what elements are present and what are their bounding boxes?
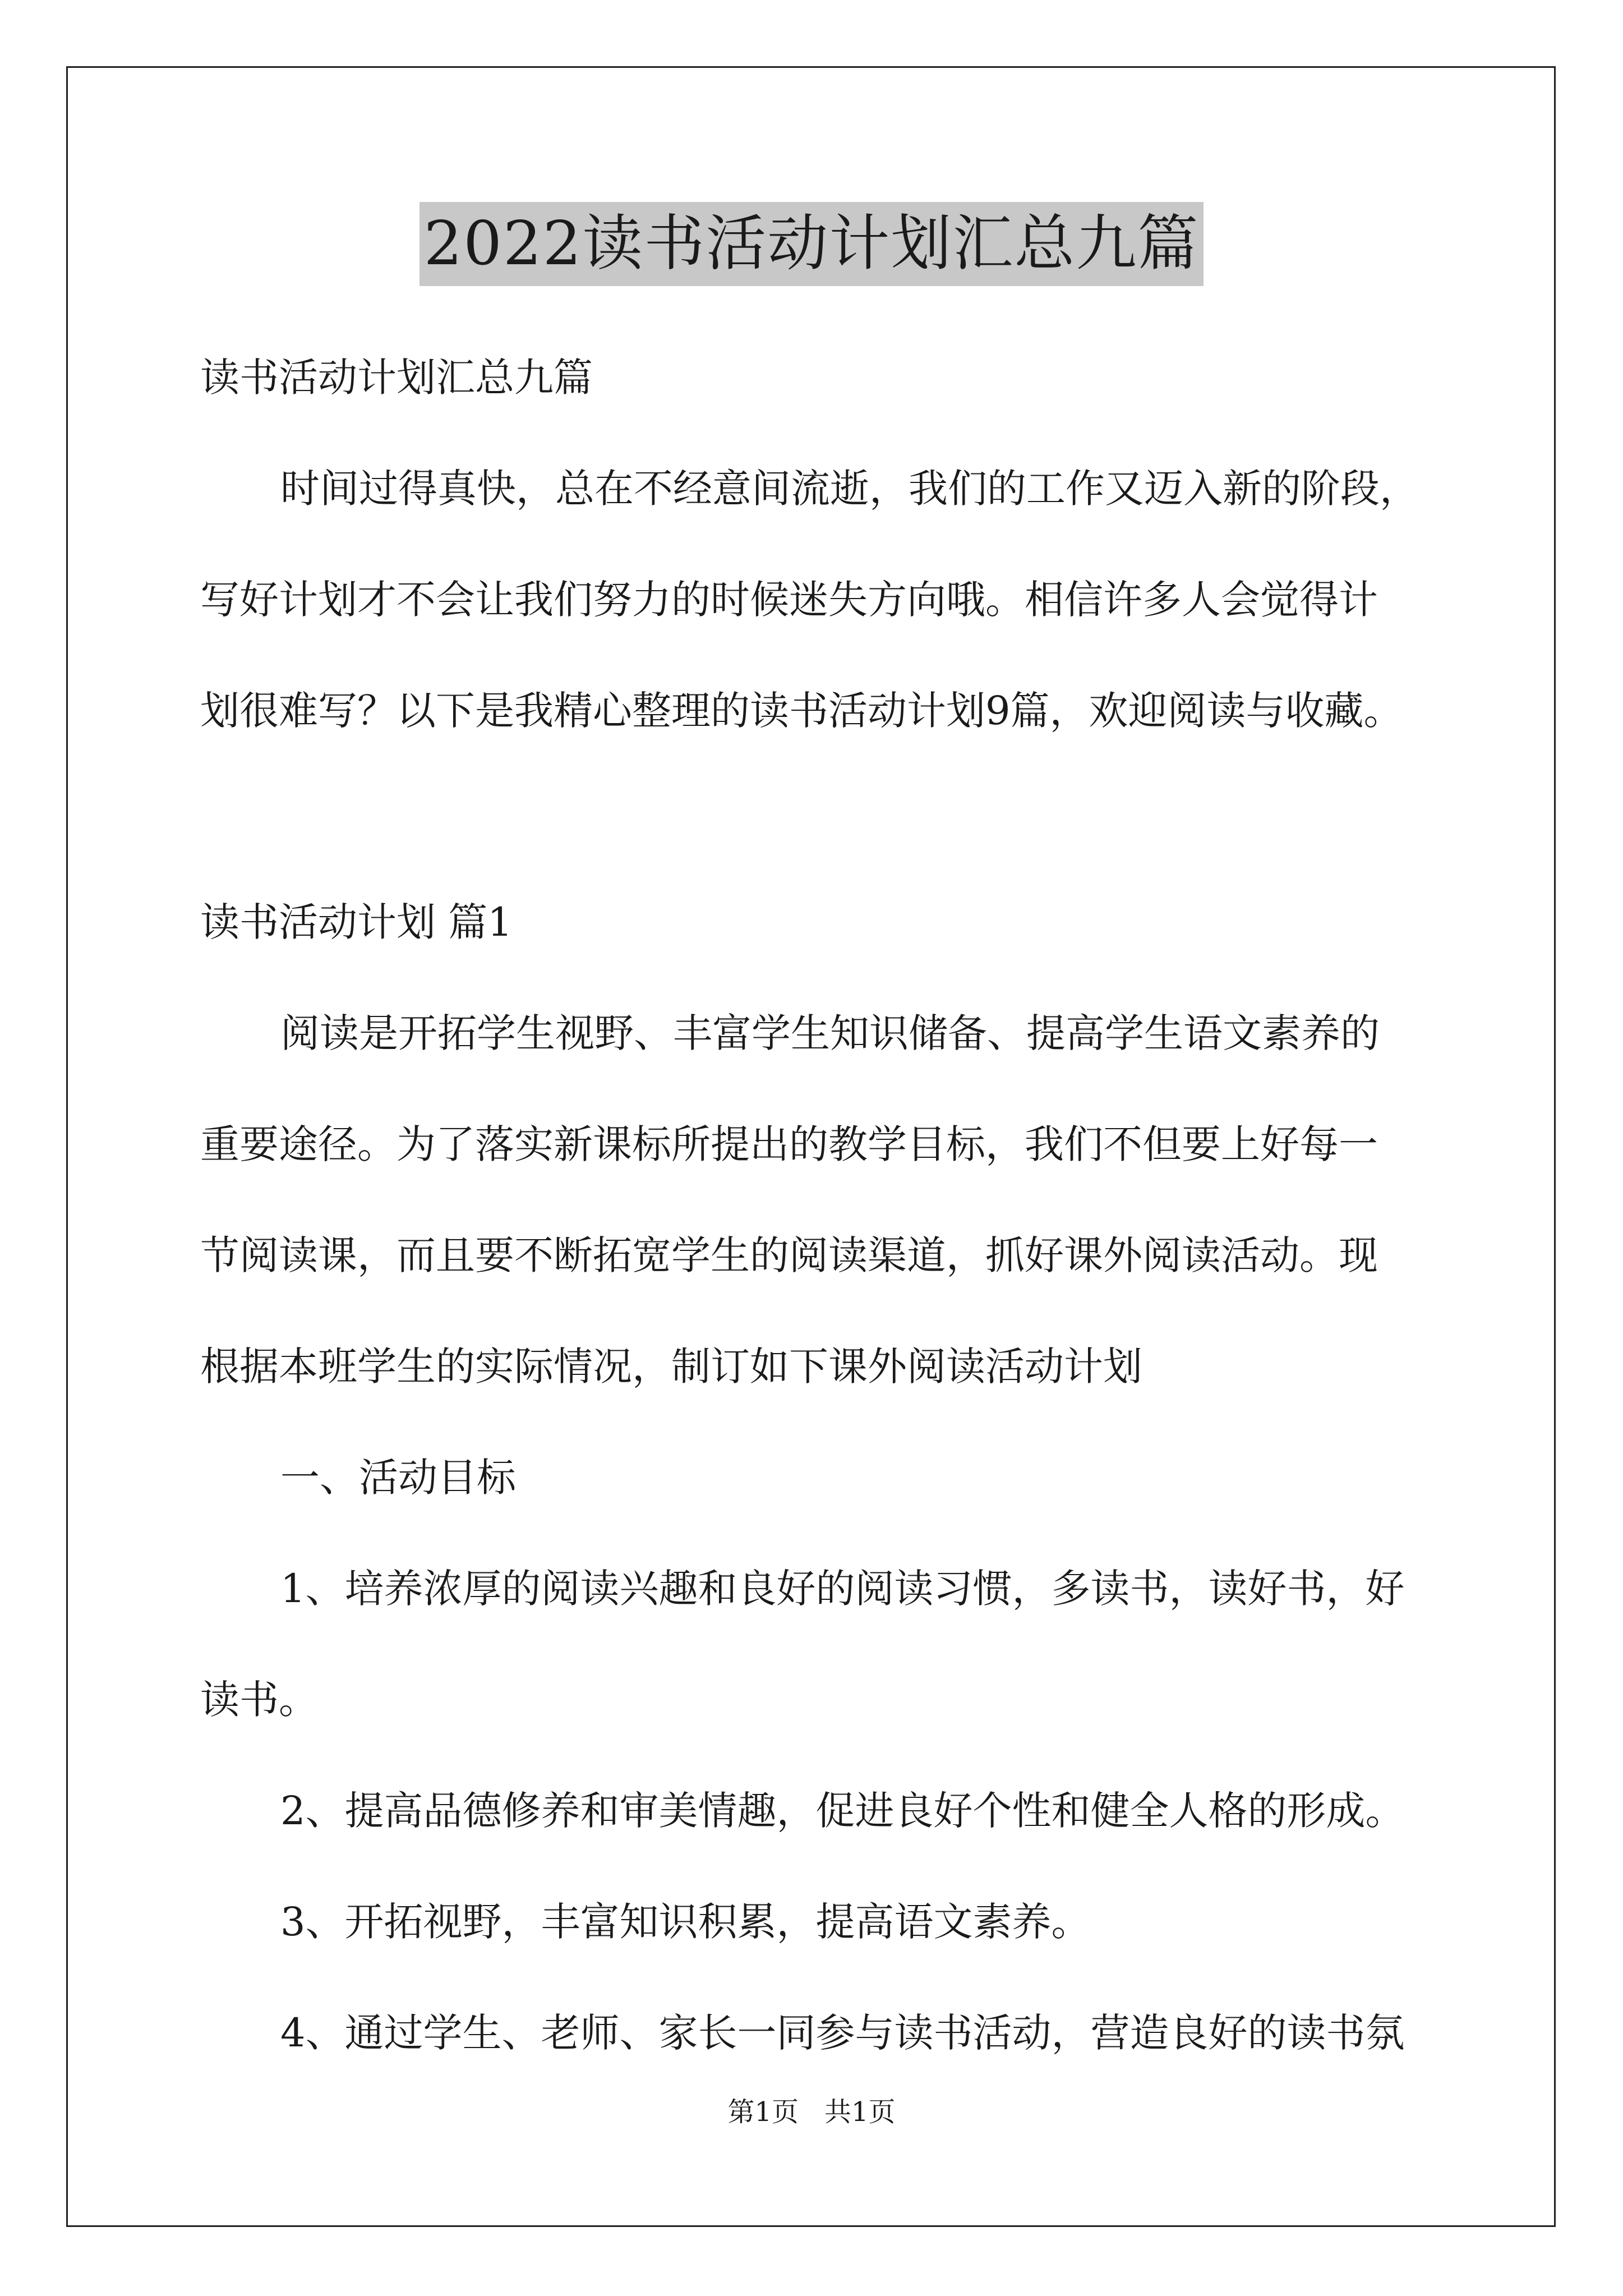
document-title: 2022读书活动计划汇总九篇 (419, 202, 1204, 286)
goal-1-line-1: 1、培养浓厚的阅读兴趣和良好的阅读习惯，多读书，读好书，好 (280, 1566, 1405, 1612)
section-line-4: 根据本班学生的实际情况，制订如下课外阅读活动计划 (200, 1343, 1142, 1389)
title-container (0, 202, 1623, 286)
goal-4: 4、通过学生、老师、家长一同参与读书活动，营造良好的读书氛 (280, 2010, 1405, 2056)
page-footer (0, 2095, 1623, 2129)
document-subtitle: 读书活动计划汇总九篇 (200, 355, 593, 401)
goals-heading: 一、活动目标 (280, 1455, 516, 1501)
section-line-1: 阅读是开拓学生视野、丰富学生知识储备、提高学生语文素养的 (280, 1010, 1380, 1056)
page-number-current: 第1页 (727, 2096, 799, 2128)
page-number-total: 共1页 (824, 2096, 896, 2128)
intro-line-2: 写好计划才不会让我们努力的时候迷失方向哦。相信许多人会觉得计 (200, 577, 1378, 623)
goal-2: 2、提高品德修养和审美情趣，促进良好个性和健全人格的形成。 (280, 1788, 1405, 1834)
section-heading: 读书活动计划 篇1 (200, 899, 513, 945)
goal-1-line-2: 读书。 (200, 1677, 318, 1723)
intro-line-3: 划很难写？以下是我精心整理的读书活动计划9篇，欢迎阅读与收藏。 (200, 688, 1403, 734)
intro-line-1: 时间过得真快，总在不经意间流逝，我们的工作又迈入新的阶段， (280, 466, 1419, 512)
section-line-3: 节阅读课，而且要不断拓宽学生的阅读渠道，抓好课外阅读活动。现 (200, 1232, 1378, 1278)
section-line-2: 重要途径。为了落实新课标所提出的教学目标，我们不但要上好每一 (200, 1121, 1378, 1167)
goal-3: 3、开拓视野，丰富知识积累，提高语文素养。 (280, 1899, 1091, 1945)
